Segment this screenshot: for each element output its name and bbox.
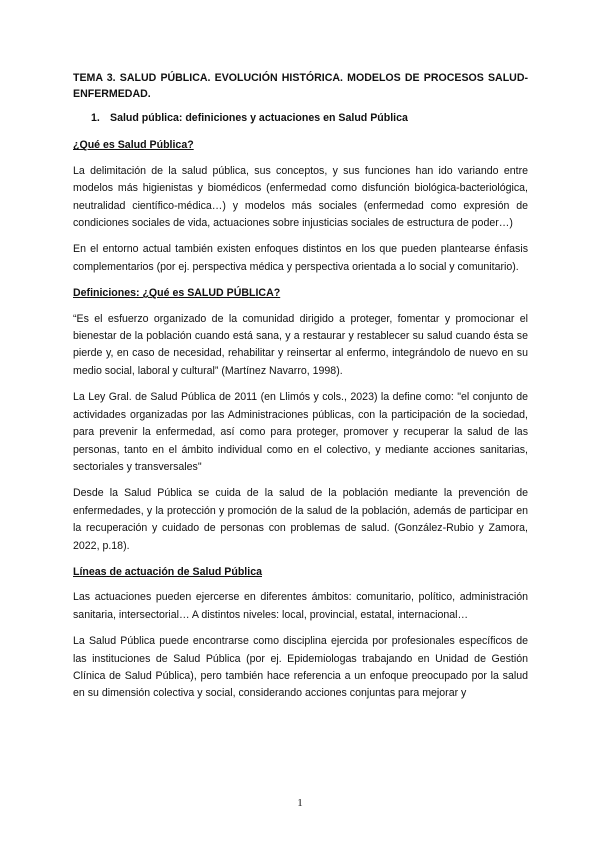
paragraph-delimitacion: La delimitación de la salud pública, sus conceptos, y sus funciones han ido variando entre modelos más higienistas y biomédicos (enfermedad como disfunción biológica-bacteriológica, neutralidad científico-médica…) y modelos más sociales (enfermedad como expresión de condiciones sociales de vida, actuaciones sobre injusticias sociales de estructura de poder…): [73, 164, 528, 230]
paragraph-ambitos: Las actuaciones pueden ejercerse en diferentes ámbitos: comunitario, político, administración sanitaria, intersectorial… A distintos niveles: local, provincial, estatal, internacional…: [73, 591, 528, 621]
paragraph-cuidado-salud: Desde la Salud Pública se cuida de la salud de la población mediante la prevención de enfermedades, y la protección y promoción de la salud de la población, además de participar en la recuperación y cuidado de personas con problemas de salud. (González-Rubio y Zamora, 2022, p.18).: [73, 487, 528, 552]
document-title: TEMA 3. SALUD PÚBLICA. EVOLUCIÓN HISTÓRICA. MODELOS DE PROCESOS SALUD-ENFERMEDAD.: [73, 72, 528, 100]
heading-definiciones: Definiciones: ¿Qué es SALUD PÚBLICA?: [73, 287, 281, 300]
document-body: [73, 70, 528, 712]
paragraph-definicion-martinez: “Es el esfuerzo organizado de la comunidad dirigido a proteger, fomentar y promocionar el bienestar de la población cuando está sana, y a restaurar y restablecer su salud cuando ésta se pierde y, en caso de necesidad, rehabilitar y reinsertar al enfermo, integrándolo de nuevo en su medio social, laboral y cultural” (Martínez Navarro, 1998).: [73, 312, 528, 377]
section-number: 1.: [91, 112, 100, 124]
section-label: Salud pública: definiciones y actuaciones en Salud Pública: [110, 112, 408, 124]
paragraph-ley-general: La Ley Gral. de Salud Pública de 2011 (en Llimós y cols., 2023) la define como: "el conjunto de actividades organizadas por las Administraciones públicas, con la participación de la sociedad, para prevenir la enfermedad, así como para proteger, promover y recuperar la salud de las personas, tanto en el ámbito individual como en el colectivo, y mediante acciones sanitarias, sectoriales y transversales": [73, 391, 528, 473]
heading-que-es-salud-publica: ¿Qué es Salud Pública?: [73, 139, 194, 152]
paragraph-disciplina: La Salud Pública puede encontrarse como disciplina ejercida por profesionales específicos de las instituciones de Salud Pública (por ej. Epidemiologas trabajando en Unidad de Gestión Clínica de Salud Pública), pero también hace referencia a un enfoque preocupado por la salud en su dimensión colectiva y social, considerando acciones conjuntas para mejorar y: [73, 635, 528, 700]
paragraph-entorno-actual: En el entorno actual también existen enfoques distintos en los que pueden plantearse énfasis complementarios (por ej. perspectiva médica y perspectiva orientada a lo social y comunitario).: [73, 243, 528, 273]
heading-lineas-actuacion: Líneas de actuación de Salud Pública: [73, 565, 262, 578]
section-heading: [91, 110, 528, 127]
page-number: 1: [297, 797, 303, 809]
